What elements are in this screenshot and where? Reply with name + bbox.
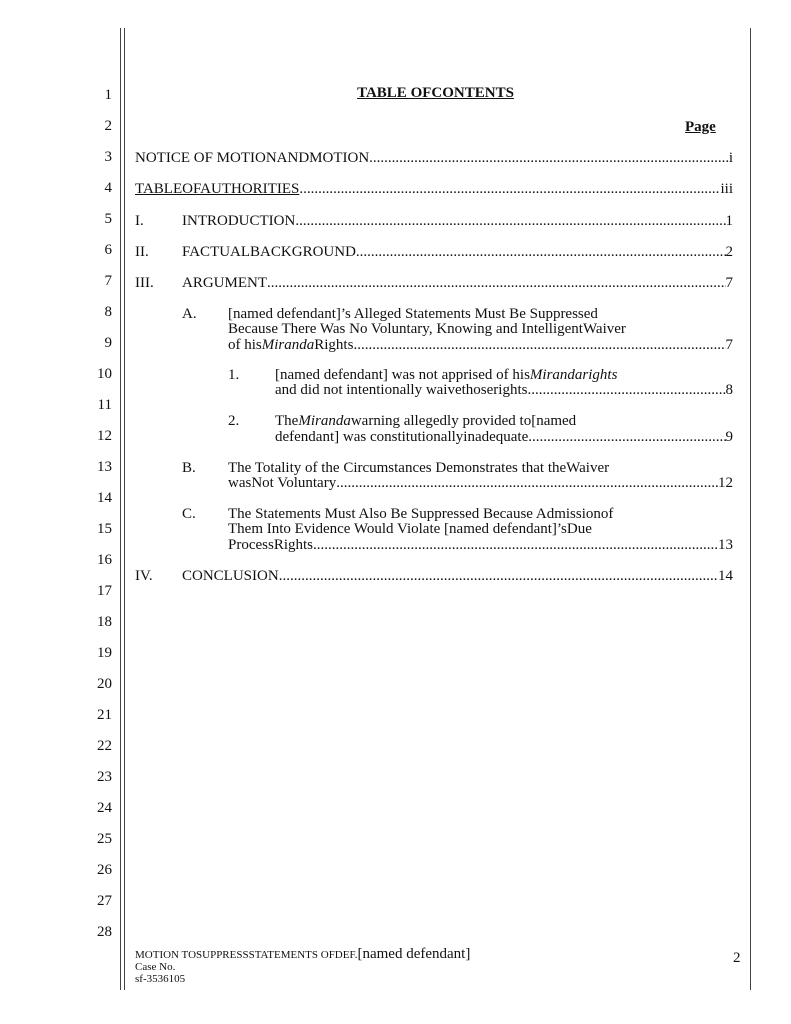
toc-entry-page: 7 bbox=[725, 337, 733, 353]
left-margin-rule-inner bbox=[124, 28, 125, 990]
line-number: 17 bbox=[97, 583, 112, 599]
line-number: 5 bbox=[104, 211, 112, 227]
line-number: 21 bbox=[97, 707, 112, 723]
line-number: 22 bbox=[97, 738, 112, 754]
line-number: 18 bbox=[97, 614, 112, 630]
line-number: 6 bbox=[104, 242, 112, 258]
line-number: 25 bbox=[97, 831, 112, 847]
line-number: 28 bbox=[97, 924, 112, 940]
line-number: 26 bbox=[97, 862, 112, 878]
toc-entry-a1-line1[interactable] bbox=[275, 367, 617, 383]
toc-entry-page: 2 bbox=[725, 244, 733, 260]
toc-entry-label: and did not intentionally waivethoserights bbox=[275, 382, 528, 398]
line-number: 13 bbox=[97, 459, 112, 475]
toc-entry-argument[interactable] bbox=[182, 275, 733, 291]
page-column-header: Page bbox=[685, 119, 716, 135]
left-margin-rule-outer bbox=[120, 28, 121, 990]
toc-entry-number: III. bbox=[135, 275, 154, 291]
toc-entry-label: INTRODUCTION bbox=[182, 213, 296, 229]
line-number: 4 bbox=[104, 180, 112, 196]
footer-case-no: Case No. bbox=[135, 961, 176, 973]
toc-entry-page: 1 bbox=[725, 213, 733, 229]
toc-entry-page: i bbox=[728, 150, 733, 166]
toc-entry-conclusion[interactable] bbox=[182, 568, 733, 584]
label-text: warning allegedly provided to[named bbox=[350, 413, 577, 429]
line-number: 27 bbox=[97, 893, 112, 909]
toc-entry-a-line1[interactable]: [named defendant]’s Alleged Statements Must Be Suppressed bbox=[228, 306, 598, 322]
toc-entry-label: defendant] was constitutionallyinadequate bbox=[275, 429, 529, 445]
leader-dots bbox=[356, 244, 726, 260]
line-number: 8 bbox=[104, 304, 112, 320]
toc-entry-label: ARGUMENT bbox=[182, 275, 267, 291]
line-number: 15 bbox=[97, 521, 112, 537]
leader-dots bbox=[299, 181, 720, 197]
toc-entry-number: B. bbox=[182, 460, 196, 476]
label-italic-text: Miranda bbox=[298, 413, 351, 429]
line-number: 9 bbox=[104, 335, 112, 351]
toc-entry-page: 9 bbox=[725, 429, 733, 445]
toc-entry-c-line2[interactable]: Them Into Evidence Would Violate [named defendant]’sDue bbox=[228, 521, 592, 537]
line-number: 3 bbox=[104, 149, 112, 165]
toc-entry-label: NOTICE OF MOTIONANDMOTION bbox=[135, 150, 370, 166]
leader-dots bbox=[528, 429, 725, 445]
toc-entry-factual-background[interactable] bbox=[182, 244, 733, 260]
label-italic-text: Mirandarights bbox=[529, 367, 618, 383]
toc-entry-number: 2. bbox=[228, 413, 240, 429]
leader-dots bbox=[527, 382, 725, 398]
footer-doc-title-text: MOTION TOSUPPRESSSTATEMENTS OFDEF. bbox=[135, 949, 358, 961]
leader-dots bbox=[336, 475, 718, 491]
line-number: 7 bbox=[104, 273, 112, 289]
toc-entry-a-line3[interactable] bbox=[228, 337, 733, 353]
toc-title: TABLE OFCONTENTS bbox=[357, 85, 514, 101]
leader-dots bbox=[295, 213, 725, 229]
toc-entry-a2-line1[interactable] bbox=[275, 413, 576, 429]
toc-entry-a1-line2[interactable] bbox=[275, 382, 733, 398]
leader-dots bbox=[353, 337, 725, 353]
toc-entry-a2-line2[interactable] bbox=[275, 429, 733, 445]
line-number: 2 bbox=[104, 118, 112, 134]
toc-entry-number: II. bbox=[135, 244, 149, 260]
leader-dots bbox=[313, 537, 718, 553]
line-number: 14 bbox=[97, 490, 112, 506]
toc-entry-number: IV. bbox=[135, 568, 153, 584]
line-number: 16 bbox=[97, 552, 112, 568]
label-italic-text: Miranda bbox=[261, 337, 315, 353]
line-number: 10 bbox=[97, 366, 112, 382]
toc-entry-label: ProcessRights bbox=[228, 537, 314, 553]
toc-entry-c-line1[interactable]: The Statements Must Also Be Suppressed Because Admissionof bbox=[228, 506, 614, 522]
toc-entry-page: 7 bbox=[725, 275, 733, 291]
toc-entry-page: iii bbox=[720, 181, 733, 197]
line-number: 20 bbox=[97, 676, 112, 692]
footer-doc-title bbox=[135, 948, 470, 961]
toc-entry-authorities[interactable] bbox=[135, 181, 733, 197]
line-number: 11 bbox=[97, 397, 112, 413]
line-number: 19 bbox=[97, 645, 112, 661]
right-margin-rule bbox=[750, 28, 751, 990]
toc-entry-page: 14 bbox=[718, 568, 733, 584]
toc-entry-label: wasNot Voluntary bbox=[228, 475, 337, 491]
line-number: 1 bbox=[104, 87, 112, 103]
toc-entry-label: CONCLUSION bbox=[182, 568, 279, 584]
toc-entry-label: FACTUALBACKGROUND bbox=[182, 244, 356, 260]
footer-defendant-name: [named defendant] bbox=[357, 946, 471, 962]
toc-entry-label: TABLEOFAUTHORITIES bbox=[135, 181, 300, 197]
toc-entry-number: C. bbox=[182, 506, 196, 522]
line-number: 24 bbox=[97, 800, 112, 816]
toc-entry-page: 12 bbox=[718, 475, 733, 491]
toc-entry-notice[interactable] bbox=[135, 150, 733, 166]
toc-entry-page: 8 bbox=[725, 382, 733, 398]
toc-entry-number: I. bbox=[135, 213, 144, 229]
leader-dots bbox=[279, 568, 718, 584]
toc-entry-b-line2[interactable] bbox=[228, 475, 733, 491]
leader-dots bbox=[267, 275, 726, 291]
footer bbox=[135, 948, 470, 985]
toc-entry-a-line2[interactable]: Because There Was No Voluntary, Knowing and IntelligentWaiver bbox=[228, 321, 626, 337]
toc-entry-introduction[interactable] bbox=[182, 213, 733, 229]
toc-entry-page: 13 bbox=[718, 537, 733, 553]
line-number: 23 bbox=[97, 769, 112, 785]
line-number: 12 bbox=[97, 428, 112, 444]
toc-entry-label bbox=[228, 337, 353, 353]
footer-doc-id: sf-3536105 bbox=[135, 973, 186, 985]
page-number: 2 bbox=[733, 950, 741, 966]
label-text: The bbox=[275, 413, 299, 429]
label-text: Rights bbox=[314, 337, 354, 353]
label-text: [named defendant] was not apprised of his bbox=[275, 367, 530, 383]
toc-entry-number: 1. bbox=[228, 367, 240, 383]
label-text: of his bbox=[228, 337, 262, 353]
leader-dots bbox=[369, 150, 729, 166]
toc-entry-b-line1[interactable]: The Totality of the Circumstances Demonstrates that theWaiver bbox=[228, 460, 610, 476]
toc-entry-number: A. bbox=[182, 306, 197, 322]
toc-entry-c-line3[interactable] bbox=[228, 537, 733, 553]
